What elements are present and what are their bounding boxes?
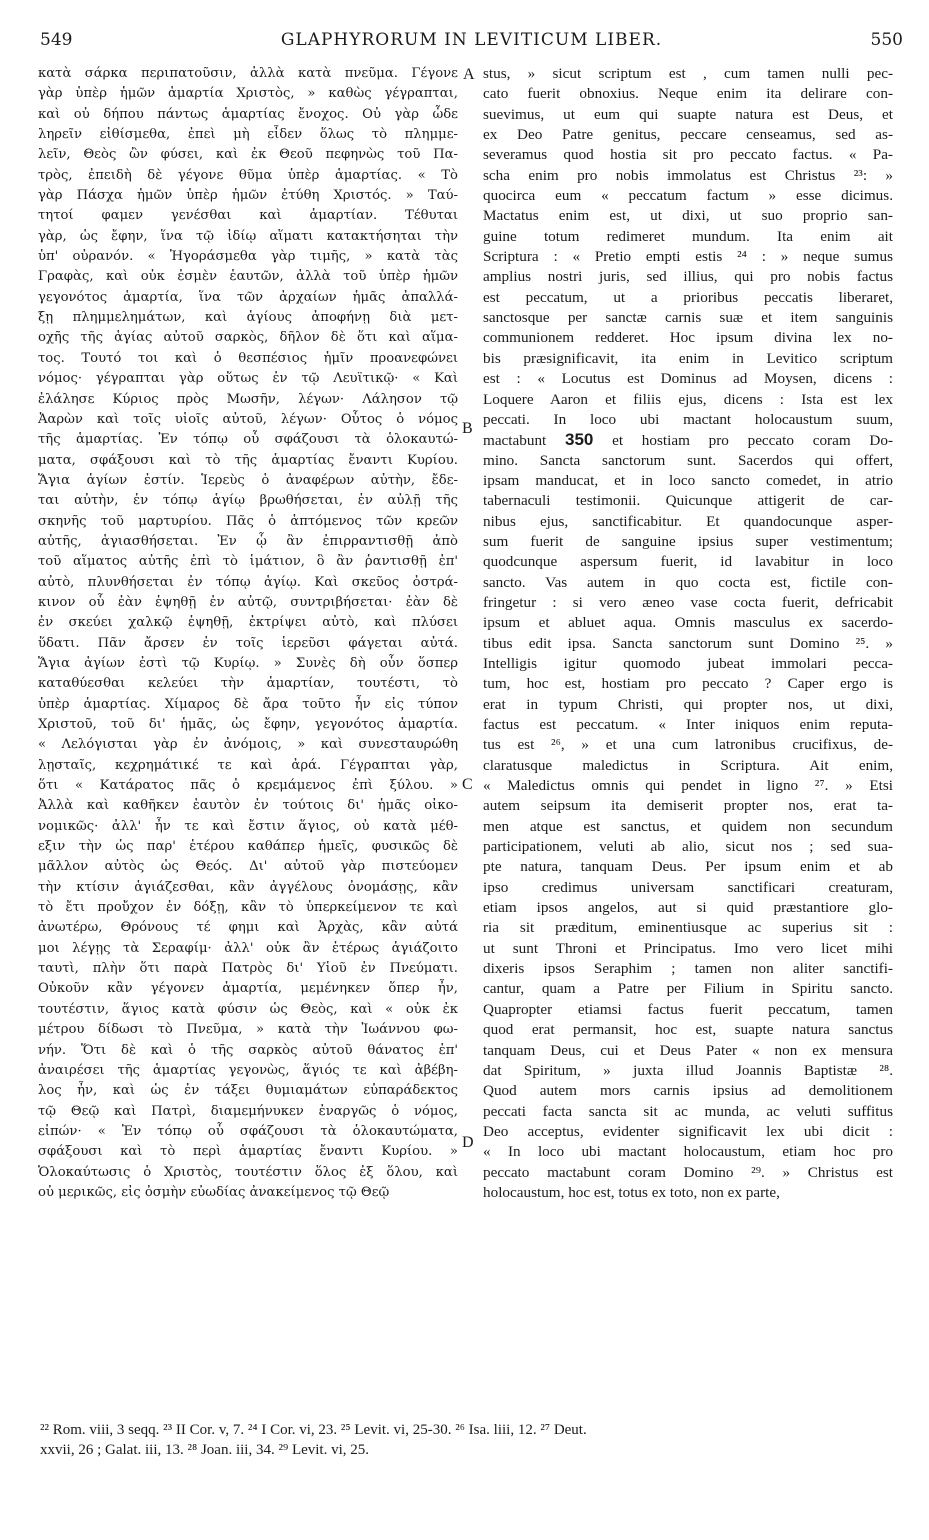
greek-text-line: λος ἦν, καὶ ὡς ἐν τάξει θυμιαμάτων εὐπαράδεκτος [38,1083,458,1099]
page-number-right: 550 [870,30,903,50]
latin-text-line: mactabunt 350 et hostiam pro peccato coram Do- [483,430,893,450]
greek-text-line: τουτέστιν, ἅγιος κατὰ φύσιν ὡς Θεὸς, καὶ « οὐκ ἐκ [38,1001,458,1017]
greek-text-line: γὰρ ὑπὲρ ἡμῶν ἁμαρτία Χριστὸς, » καθὼς γέγραπται, [38,86,458,102]
latin-text-line: quod erat permansit, hoc est, suapte natura sanctus [483,1021,893,1039]
greek-text-line: κινον οὗ ἐὰν ἑψηθῇ ἐν αὐτῷ, συντριβήσεται· ἐὰν δὲ [38,594,458,610]
latin-text-line: Quapropter etiamsi factus fuerit peccatum, tamen [483,1000,893,1018]
greek-text-line: Ἅγια ἁγίων ἐστίν. Ἱερεὺς ὁ ἀναφέρων αὐτὴν, ἔδε- [38,472,458,488]
greek-text-line: Χριστοῦ, τοῦ δι' ἡμᾶς, ὡς ἔφην, γεγονότος ἁμαρτία. [38,717,458,732]
latin-text-line: communionem redderet. Hoc ipsum divina lex no- [483,329,893,347]
latin-text-line: nibus ejus, sanctificabitur. Et quandocunque asper- [483,512,893,530]
section-marker-a: A [463,66,475,83]
greek-text-line: Ἀλλὰ καὶ καθῆκεν ἑαυτὸν ἐν τούτοις δι' ἡμᾶς οἰκο- [38,798,458,814]
greek-text-line: ὅτι « Κατάρατος πᾶς ὁ κρεμάμενος ἐπὶ ξύλου. » [38,778,458,794]
greek-text-line: γὰρ, ὡς ἔφην, ἵνα τῷ ἰδίῳ αἵματι κατακτήσηται τὴν [38,228,458,244]
latin-text-line: amplius nostri juris, sed illius, qui pro nobis factus [483,268,893,286]
greek-text-line: γεγονότος ἁμαρτία, ἵνα τῶν ἀρχαίων ἡμᾶς ἀπαλλά- [38,289,458,305]
greek-text-line: ληρεῖν εἰθίσμεθα, ἐπεὶ μὴ εἶδεν ὅλως τὸ πλημμε- [38,127,458,143]
greek-text-line: καὶ οὐ δήπου πάντως ἁμαρτίας ἔνοχος. Οὐ γὰρ ὧδε [38,106,458,122]
greek-text-line: νόμος· γέγραπται γὰρ οὕτως ἐν τῷ Λευϊτικῷ· « Καὶ [38,371,458,387]
greek-text-line: ἐν σκεύει χαλκῷ ἑψηθῇ, ἐκτρίψει αὐτὸ, καὶ πλύσει [38,615,458,631]
section-marker-b: B [462,420,473,437]
latin-text-line: factus est peccatum. « Inter iniquos enim reputa- [483,716,893,733]
latin-column [483,64,893,1203]
latin-text-line: ipso credimus universam sanctificari creaturam, [483,878,893,896]
greek-text-line: λεῖν, Θεὸς ὢν φύσει, καὶ ἐκ Θεοῦ πεφηνὼς τοῦ Πα- [38,147,458,163]
latin-text-line: dat Spiritum, » juxta illud Joannis Baptistæ ²⁸. [483,1061,893,1079]
latin-text-line: participationem, veluti ab alio, sicut nos ; sed sua- [483,838,893,856]
latin-text-line: dixeris ipsos Seraphim ; tamen non aliter sanctifi- [483,960,893,978]
greek-text-line: Γραφὰς, καὶ οὐκ ἐσμὲν ἑαυτῶν, ἀλλὰ τοῦ ὑπὲρ ἡμῶν [38,269,458,285]
latin-text-line: severamus quod hostia sit pro peccato factus. « Pa- [483,146,893,164]
latin-text-line: ria sit præditum, eminentiusque ac superius sit : [483,919,893,937]
greek-text-line: τὸ ἔτι προὔχον ἐν δόξῃ, κἂν τὸ ὑπερκείμενον τε καὶ [38,900,458,916]
latin-text-line: quocirca eum « peccatum factum » esse dicimus. [483,187,893,205]
footnotes [40,1420,900,1460]
greek-text-line: τος. Τουτό τοι καὶ ὁ θεσπέσιος ἡμῖν προανεφώνει [38,350,458,366]
greek-text-line: Ἅγια ἁγίων ἐστὶ τῷ Κυρίῳ. » Συνὲς δὴ οὖν ὅσπερ [38,655,458,671]
latin-text-line: ex Deo Patre genitus, peccare censeamus, sed as- [483,126,893,144]
latin-text-line: etiam ipsos angelos, aut si quid præstantiore glo- [483,899,893,917]
greek-text-line: ἐλάλησε Κύριος πρὸς Μωσῆν, λέγων· Λάλησον τῷ [38,391,458,407]
latin-text-line: quodcunque aspersum fuerit, id lavabitur in loco [483,553,893,571]
latin-text-line: ipsum et abluet aqua. Omnis masculus ex sacerdo- [483,614,893,632]
page-number-left: 549 [40,30,73,50]
greek-text-line: σφάξουσι καὶ τὸ περὶ ἁμαρτίας ἔναντι Κυρίου. » [38,1144,458,1160]
greek-text-line: ματα, σφάξουσι καὶ τὸ τῆς ἁμαρτίας ἔναντι Κυρίου. [38,452,458,468]
latin-text-line: bis præsignificavit, ita enim in Levitico scriptum [483,349,893,367]
running-title: GLAPHYRORUM IN LEVITICUM LIBER. [280,30,663,50]
greek-text-line: τρὸς, ἐπειδὴ δὲ γέγονε θῦμα ὑπὲρ ἁμαρτίας. « Τὸ [38,167,458,183]
greek-text-line: τῷ Θεῷ καὶ Πατρὶ, διαμεμήνυκεν ἐναργῶς ὁ νόμος, [38,1103,458,1119]
greek-text-line: νομικῶς· ἀλλ' ἦν τε καὶ ἔστιν ἅγιος, οὐ κατὰ μέθ- [38,818,458,834]
latin-text-line: tus est ²⁶, » et una cum latronibus crucifixus, de- [483,736,893,754]
greek-text-line: αὐτὸ, πλυνθήσεται ἐν τόπῳ ἁγίῳ. Καὶ σκεῦος ὀστρά- [38,574,458,590]
greek-text-line: εξιν τὴν ὡς παρ' ἑτέρου καθάπερ ἡμεῖς, φυσικῶς δὲ [38,839,458,855]
latin-text-line: tibus edit ipsa. Sancta sanctorum sunt Domino ²⁵. » [483,634,893,652]
latin-text-line: tabernaculi testimonii. Quicunque attigerit de car- [483,492,893,510]
greek-text-line: εἰπών· « Ἐν τόπῳ οὗ σφάζουσι τὰ ὁλοκαυτώματα, [38,1123,458,1139]
greek-text-line: « Λελόγισται γὰρ ἐν ἀνόμοις, » καὶ συνεσταυρώθη [38,737,458,753]
greek-text-line: σκηνῆς τοῦ μαρτυρίου. Πᾶς ὁ ἁπτόμενος τῶν κρεῶν [38,513,458,529]
greek-text-line: καταθύεσθαι κελεύει τὴν ἁμαρτίαν, τουτέστι, τὸ [38,676,458,692]
latin-text-line: peccati. In loco ubi mactant holocaustum suum, [483,410,893,428]
latin-text-line: tanquam Deus, cui et Deus Pater « non ex mensura [483,1041,893,1059]
latin-text-line: « In loco ubi mactant holocaustum, etiam hoc pro [483,1143,893,1161]
page-header [40,30,903,56]
latin-text-line: ut sunt Throni et Principatus. Imo vero licet mihi [483,939,893,957]
greek-text-line: ἀναιρέσει τῆς ἁμαρτίας γεγονὼς, ἅγιός τε καὶ ἀβέβη- [38,1062,458,1078]
footnote-line: xxvii, 26 ; Galat. iii, 13. ²⁸ Joan. iii, 34. ²⁹ Levit. vi, 25. [40,1442,370,1458]
latin-text-line: men atque est sanctus, et quidem non secundum [483,817,893,835]
greek-text-line: Ἀαρὼν καὶ τοῖς υἱοῖς αὐτοῦ, λέγων· Οὗτος ὁ νόμος [38,411,458,427]
greek-text-line: ὑπ' οὐρανόν. « Ἠγοράσμεθα γὰρ τιμῆς, » κατὰ τὰς [38,249,458,265]
latin-text-line: peccato mactabunt coram Domino ²⁹. » Christus est [483,1163,893,1181]
latin-text-line: pte natura, tanquam Deus. Per ipsum enim et ab [483,858,893,876]
latin-text-line: « Maledictus omnis qui pendet in ligno ²⁷. » Etsi [483,777,893,795]
section-marker-c: C [462,776,473,793]
latin-text-line: Quod autem mors carnis ipsius ad demolitionem [483,1082,893,1100]
latin-text-line: Mactatus enim est, ut dixi, ut suo proprio san- [483,207,893,225]
latin-text-line: scha enim pro nobis immolatus est Christus ²³: » [483,166,893,184]
greek-text-line: μοι λέγῃς τὰ Σεραφίμ· ἀλλ' οὐκ ἂν ἑτέρως ἁγιάζοιτο [38,940,458,956]
greek-text-line: οχῆς τῆς ἁγίας αὐτοῦ σαρκὸς, δῆλον δὲ ὅτι καὶ αἵμα- [38,330,458,346]
latin-text-line: sanctosque per sanctæ carnis suæ et item sanguinis [483,309,893,327]
greek-text-line: μέτρου δίδωσι τὸ Πνεῦμα, » κατὰ τὴν Ἰωάννου φω- [38,1022,458,1038]
latin-text-line: est peccatum, ut a prioribus peccatis liberaret, [483,288,893,306]
greek-text-line: κατὰ σάρκα περιπατοῦσιν, ἀλλὰ κατὰ πνεῦμα. Γέγονε [38,66,458,81]
latin-text-line: claratusque maledictus in Scriptura. Ait enim, [483,756,893,774]
greek-text-line: γὰρ Πάσχα ἡμῶν ὑπὲρ ἡμῶν ἐτύθη Χριστός. » Ταύ- [38,188,458,204]
latin-text-line: Intelligis igitur quomodo jubeat immolari pecca- [483,654,893,672]
greek-text-line: λῃσταῖς, κεχρημάτικέ τε καὶ ἀρά. Γέγραπται γὰρ, [38,757,458,773]
greek-column [38,64,458,1203]
greek-text-line: τὴν κτίσιν ἁγιάζεσθαι, κἂν ἀγγέλους ὀνομάσῃς, κἂν [38,879,458,895]
greek-text-line: αὐτῆς, ἁγιασθήσεται. Ἐν ᾧ ἂν ἐπιρραντισθῇ ἀπὸ [38,533,458,549]
latin-text-line: Deo acceptus, evidenter significavit lex ubi dicit : [483,1122,893,1140]
greek-text-line: ξῃ πλημμελημάτων, καὶ ἁγίους ἀποφήνῃ διὰ μετ- [38,310,458,326]
latin-text-line: autem seipsum ita demiserit propter nos, erat ta- [483,797,893,815]
latin-text-line: peccati facta sancta sit ac munda, ac veluti suffitus [483,1102,893,1120]
latin-text-line: stus, » sicut scriptum est , cum tamen nulli pec- [483,65,893,82]
greek-text-line: ταυτὶ, πλὴν ὅτι παρὰ Πατρὸς δι' Υἱοῦ ἐν Πνεύματι. [38,961,458,977]
latin-text-line: holocaustum, hoc est, totus ex toto, non ex parte, [483,1183,780,1201]
greek-text-line: ἀνωτέρω, Θρόνους τέ φημι καὶ Ἀρχὰς, κἂν αὐτά [38,920,458,936]
greek-text-line: Οὐκοῦν κἂν γέγονεν ἁμαρτία, μεμένηκεν ὅπερ ἦν, [38,981,458,997]
greek-text-line: τοῦ αἵματος αὐτῆς ἐπὶ τὸ ἱμάτιον, ὃ ἂν ῥαντισθῇ ἐπ' [38,554,458,570]
greek-text-line: ὑπὲρ ἁμαρτίας. Χίμαρος δὲ ἄρα τοῦτο ἦν εἰς τύπον [38,696,458,712]
latin-text-line: cato fuerit obnoxius. Neque enim ita delirare con- [483,85,893,103]
greek-text-line: οὐ μερικῶς, εἰς ὀσμὴν εὐωδίας ἀνακείμενος τῷ Θεῷ [38,1184,390,1200]
latin-text-line: guine totum redimeret mundum. Ita enim ait [483,227,893,245]
greek-text-line: μᾶλλον αὐτὸς ὡς Θεός. Δι' αὐτοῦ γὰρ πιστεύομεν [38,859,458,875]
column-number: 350 [565,430,594,450]
greek-text-line: τητοί φαμεν γενέσθαι καὶ ἁμαρτίαν. Τέθυται [38,208,458,224]
latin-text-line: erat in typum Christi, qui propter nos, ut dixi, [483,695,893,713]
latin-text-line: est : « Locutus est Dominus ad Moysen, dicens : [483,370,893,388]
latin-text-line: mino. Sancta sanctorum sunt. Sacerdos qui offert, [483,451,893,469]
latin-text-line: sancto. Vas autem in quo cocta est, fictile con- [483,573,893,591]
latin-text-line: Scriptura : « Pretio empti estis ²⁴ : » neque sumus [483,248,893,266]
latin-text-line: Loquere Aaron et filiis ejus, dicens : Ista est lex [483,390,893,408]
greek-text-line: τῆς ἁμαρτίας. Ἐν τόπῳ οὗ σφάζουσι τὰ ὁλοκαυτώ- [38,432,458,448]
greek-text-line: Ὁλοκαύτωσις ὁ Χριστὸς, τουτέστιν ὅλος ἐξ ὅλου, καὶ [38,1164,458,1180]
latin-text-line: sum fuerit de sanguine ipsius super vestimentum; [483,532,893,550]
latin-text-line: suevimus, ut eum qui suapte natura est Deus, et [483,105,893,123]
latin-text-line: ipsam manducat, et in loco sancto comedet, in atrio [483,471,893,489]
latin-text-line: tum, hoc est, hostiam pro peccato ? Caper ergo is [483,675,893,693]
greek-text-line: ὕδατι. Πᾶν ἄρσεν ἐν τοῖς ἱερεῦσι φάγεται αὐτά. [38,635,458,651]
greek-text-line: ται αὐτὴν, ἐν τόπῳ ἁγίῳ βρωθήσεται, ἐν αὐλῇ τῆς [38,493,458,509]
footnote-line: ²² Rom. viii, 3 seqq. ²³ II Cor. v, 7. ²⁴ I Cor. vi, 23. ²⁵ Levit. vi, 25-30. ²⁶ Isa. liii, 12. ²⁷ Deut. [40,1422,587,1438]
section-marker-d: D [462,1134,474,1151]
latin-text-line: cantur, quam a Patre per Filium in Spiritu sancto. [483,980,893,998]
greek-text-line: νήν. Ὅτι δὲ καὶ ὁ τῆς σαρκὸς αὐτοῦ θάνατος ἐπ' [38,1042,458,1058]
latin-text-line: fringetur : si vero æneo vase cocta fuerit, defricabit [483,593,893,611]
